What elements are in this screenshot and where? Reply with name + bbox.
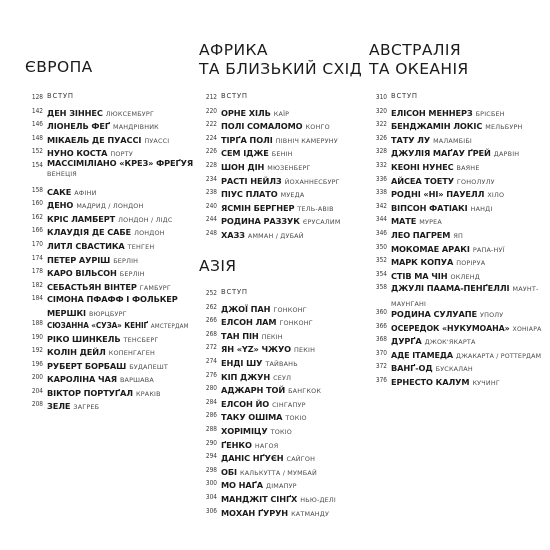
toc-entry[interactable] [199,300,364,314]
artist-location: КРАКІВ [135,389,161,398]
toc-entry[interactable] [199,463,364,477]
artist-name: ТІРҐА ПОЛІ [221,134,273,145]
artist-name: КАРОЛІНА ЧАЯ [47,374,117,385]
artist-name: ПОЛІ СОМАЛОМО [221,121,303,132]
artist-name: ЛИТЛ СВАСТИКА [47,240,125,251]
page-number: 306 [205,505,217,515]
toc-list-asia [199,286,364,517]
artist-location: ВАЯНЕ [456,163,480,172]
page-number: 290 [205,437,217,447]
artist-location: ДАРВІН [493,150,520,159]
artist-location: ГОНОЛУЛУ [456,177,495,186]
page-number: 190 [31,331,43,341]
artist-location: МЮЗЕНБЕРГ [267,163,311,172]
page-number: 336 [375,173,387,183]
page-number: 160 [31,198,43,208]
toc-entry[interactable] [25,210,190,224]
artist-name: ДЕН ЗІННЕС [47,107,103,118]
artist-location: ВАРШАВА [119,376,154,385]
artist-name: ЕРНЕСТО КАЛУМ [391,376,470,387]
toc-entry[interactable] [199,381,364,395]
page-number: 358 [375,282,387,292]
toc-entry[interactable] [199,395,364,409]
artist-location: ПУАССІ [144,136,170,145]
page-number: 188 [31,317,43,327]
artist-location: АМСТЕРДАМ [150,321,189,330]
artist-location: ПОРТУ [110,150,133,159]
artist-name: МАНДЖІТ СІНҐХ [221,493,298,504]
artist-location: КАЛЬКУТТА / МУМБАЙ [239,468,317,477]
artist-location: КОПЕНГАГЕН [108,349,155,358]
toc-entry[interactable] [369,117,539,131]
artist-name: ЯН «YZ» ЧЖУО [221,344,292,355]
artist-name: ОРНЕ ХІЛЬ [221,107,271,118]
artist-name: ОБІ [221,466,237,477]
page-number: 240 [205,200,217,210]
artist-location: КАТМАНДУ [291,509,330,518]
page-number: 326 [375,132,387,142]
page-number: 286 [205,410,217,420]
page-number: 360 [375,306,387,316]
page-number: 226 [205,146,217,156]
toc-entry[interactable] [199,408,364,422]
artist-name: МАССІМІЛІАНО «КРЕЗ» ФРЕҐУЯ [47,157,194,168]
toc-entry[interactable] [199,449,364,463]
artist-name: КАРО ВІЛЬСОН [47,268,117,279]
page-number: 276 [205,369,217,379]
toc-entry[interactable] [199,313,364,327]
artist-name: ДЖОЇ ПАН [221,303,271,314]
artist-location: ЛЮКСЕМБУРГ [105,109,155,118]
page-number: 208 [31,399,43,409]
page-number: 320 [375,105,387,115]
toc-entry[interactable] [199,476,364,490]
artist-name: ДАНІС НҐУЄН [221,453,284,464]
page-number: 146 [31,119,43,129]
artist-name: ҐЕНКО [221,439,252,450]
toc-entry[interactable] [369,199,539,213]
page-number: 152 [31,146,43,156]
artist-location: ГАМБУРГ [139,283,171,292]
artist-location: ЗАГРЕБ [73,403,100,412]
artist-location: ПІВНІЧ КАМЕРУНУ [275,136,338,145]
page-number: 294 [205,451,217,461]
artist-name: ХОРІМІЦУ [221,425,268,436]
page-number: 288 [205,423,217,433]
artist-location: АММАН / ДУБАЙ [247,231,304,240]
toc-entry[interactable] [199,199,364,213]
page-number: 170 [31,238,43,248]
artist-location: ТЕНСБЕРГ [123,335,159,344]
artist-name: ЕЛІСОН МЕННЕРЗ [391,107,473,118]
artist-location: ДЖАКАРТА / РОТТЕРДАМ [455,351,542,360]
toc-entry[interactable] [199,422,364,436]
artist-name: ЕНДІ ШУ [221,357,263,368]
artist-location: ТЕЛЬ-АВІВ [297,204,334,213]
page-number: 272 [205,342,217,352]
page-number: 196 [31,358,43,368]
artist-location: МАНДРІВНИК [112,123,159,132]
page-number: 148 [31,132,43,142]
toc-entry[interactable] [25,157,194,183]
artist-location: ВЕНЕЦІЯ [47,169,77,178]
toc-entry[interactable] [369,267,539,281]
page-number: 238 [205,187,217,197]
artist-name: АДЕ ІТАМЕДА [391,349,454,360]
artist-name: ДЕНО [47,200,74,211]
artist-name: КРІС ЛАМБЕРТ [47,213,116,224]
toc-entry[interactable] [25,196,190,210]
page-number: 366 [375,320,387,330]
artist-name: АЙСЕА ТОЕТУ [391,175,454,186]
artist-location: ТОКІО [285,414,307,423]
artist-name: ТАКУ ОШІМА [221,412,283,423]
page-number: 248 [205,227,217,237]
artist-location: ТОКІО [270,427,293,436]
artist-location: КОНГО [305,123,330,132]
page-number: 338 [375,187,387,197]
artist-name: ЕЛСОН ЛАМ [221,317,277,328]
artist-location: МАДРИД / ЛОНДОН [76,202,144,211]
artist-name: МІКАЕЛЬ ДЕ ПУАССІ [47,134,142,145]
page-number: 350 [375,241,387,251]
page-number: 158 [31,184,43,194]
toc-entry[interactable] [369,104,539,118]
artist-location: КУЧИНГ [472,378,500,387]
intro-entry[interactable]: 212 ВСТУП [205,92,248,101]
toc-entry[interactable] [369,226,539,240]
page-number: 304 [205,491,217,501]
page-number: 376 [375,374,387,384]
artist-name: МО НАҐА [221,480,264,491]
artist-name: СІМОНА ПФАФФ І ФОЛЬКЕР МЕРШКІ [47,294,178,319]
intro-entry[interactable]: 310 ВСТУП [375,92,418,101]
artist-name: ДЖУЛІЯ МАҐАУ ҐРЕЙ [391,148,491,159]
artist-name: РІКО ШИНКЕЛЬ [47,333,121,344]
artist-location: ДЖОК'ЯКАРТА [424,338,476,347]
artist-name: КІП ДЖУН [221,371,271,382]
toc-entry[interactable] [369,172,539,186]
artist-name: ШОН ДІН [221,161,265,172]
page-number: 268 [205,328,217,338]
artist-location: АФІНИ [74,188,97,197]
page-number: 204 [31,385,43,395]
toc-entry[interactable] [369,185,539,199]
page-number: 298 [205,464,217,474]
toc-entry[interactable] [25,264,190,278]
section-heading-europe: ЄВРОПА [25,58,93,76]
section-heading-asia: АЗІЯ [199,257,237,275]
toc-entry[interactable] [369,253,539,267]
artist-name: РАСТІ НЕЙЛЗ [221,175,282,186]
page-number: 332 [375,159,387,169]
page-number: 284 [205,396,217,406]
artist-location: ГОНКОНГ [273,305,307,314]
toc-list-africa [199,90,364,240]
artist-location: ПЕКІН [294,346,316,355]
page-number: 262 [205,301,217,311]
artist-name: ДЖУЛІ ПААМА-ПЕНҐЕЛЛІ [391,283,510,294]
artist-location: ОКЛЕНД [450,272,480,281]
artist-name: НУНО КОСТА [47,148,108,159]
toc-entry[interactable] [25,384,190,398]
toc-entry[interactable] [199,327,364,341]
section-heading-oceania: АВСТРАЛІЯ ТА ОКЕАНІЯ [369,41,469,78]
artist-name: ЛІОНЕЛЬ ФЕҐ [47,121,110,132]
page-number: 178 [31,266,43,276]
artist-location: СЕУЛ [273,373,292,382]
artist-name: ЗЕЛЕ [47,401,71,412]
page-number: 274 [205,355,217,365]
artist-location: ЄРУСАЛИМ [302,218,341,227]
artist-name: МОКОМАЕ АРАКІ [391,243,470,254]
artist-name: КЛАУДІЯ ДЕ САБЕ [47,227,132,238]
page-number: 154 [31,159,43,169]
toc-entry[interactable] [199,104,364,118]
artist-location: ГОНКОНГ [279,319,313,328]
page-number: 142 [31,105,43,115]
artist-location: МАУНТ-МАУНГАНІ [391,285,539,309]
artist-location: ТЕНГЕН [127,242,155,251]
artist-location: КАЇР [273,109,290,118]
page-number: 220 [205,105,217,115]
artist-location: ПЕКІН [261,332,283,341]
artist-name: РОДИНА СУЛУАПЕ [391,308,477,319]
artist-name: СЕМ ІДЖЕ [221,148,269,159]
toc-entry[interactable] [25,357,190,371]
artist-name: СТІВ МА ЧІН [391,270,448,281]
page-number: 368 [375,334,387,344]
artist-name: ПЕТЕР АУРІШ [47,254,111,265]
page-number: 162 [31,211,43,221]
artist-location: ВЮРЦБУРГ [89,310,127,319]
artist-location: ЙОХАННЕСБУРГ [284,177,340,186]
toc-entry[interactable] [25,237,190,251]
toc-entry[interactable] [369,240,539,254]
page-number: 322 [375,119,387,129]
toc-entry[interactable] [25,278,190,292]
page-number: 184 [31,293,43,303]
artist-location: БРІСБЕН [475,109,505,118]
page-number: 354 [375,268,387,278]
toc-entry[interactable] [199,158,364,172]
page-number: 244 [205,214,217,224]
artist-location: МУЕДА [280,191,305,200]
artist-location: ЛОНДОН / ЛІДС [118,215,173,224]
page-number: 224 [205,132,217,142]
toc-list-oceania [369,90,542,387]
toc-entry[interactable] [199,172,364,186]
toc-entry[interactable] [369,144,539,158]
artist-name: ЯСМІН БЕРГНЕР [221,202,295,213]
artist-location: УПОЛУ [479,310,504,319]
artist-location: МУРЕА [419,218,442,227]
artist-location: САЙГОН [286,455,316,464]
artist-location: СІНГАПУР [272,400,306,409]
page-number: 280 [205,383,217,393]
artist-name: БЕНДЖАМІН ЛОКІС [391,121,483,132]
page-number: 300 [205,478,217,488]
toc-entry[interactable] [369,373,539,387]
toc-entry[interactable] [369,319,542,333]
toc-entry[interactable] [199,340,364,354]
artist-location: ХОНІАРА [512,324,542,333]
artist-name: СЕБАСТЬЯН ВІНТЕР [47,281,137,292]
toc-entry[interactable] [199,354,364,368]
toc-entry[interactable] [199,212,364,226]
toc-entry[interactable] [199,504,364,518]
page-number: 328 [375,146,387,156]
artist-name: МАРК КОПУА [391,257,454,268]
toc-entry[interactable] [25,251,190,265]
artist-name: МОХАН ҐУРУН [221,507,289,518]
artist-name: ПІУС ПЛАТО [221,189,278,200]
artist-name: ТАТУ ЛУ [391,134,431,145]
page-number: 370 [375,347,387,357]
toc-entry[interactable] [369,346,542,360]
toc-list-europe [25,90,194,412]
artist-name: ДУРҐА [391,336,422,347]
artist-name: ВІКТОР ПОРТУҐАЛ [47,387,133,398]
toc-entry[interactable] [25,117,190,131]
artist-location: ЯП [453,231,464,240]
artist-location: ДІМАПУР [266,482,297,491]
page-number: 342 [375,200,387,210]
page-number: 344 [375,214,387,224]
artist-name: ХАЗЗ [221,229,245,240]
toc-entry[interactable] [25,343,190,357]
artist-location: БУДАПЕШТ [129,362,169,371]
artist-location: РАПА-НУЇ [472,245,505,254]
page-number: 234 [205,173,217,183]
section-heading-africa: АФРИКА ТА БЛИЗЬКИЙ СХІД [199,41,363,78]
artist-location: ТАЙВАНЬ [265,359,298,368]
artist-name: РОДИНА РАЗЗУК [221,216,300,227]
toc-entry[interactable] [25,291,190,319]
toc-entry[interactable] [25,131,190,145]
artist-name: ОСЕРЕДОК «НУКУМОАНА» [391,322,510,333]
page-number: 174 [31,252,43,262]
artist-location: ХІЛО [487,191,505,200]
artist-location: БЕРЛІН [119,270,145,279]
artist-name: РОДНІ «НІ» ПАУЕЛЛ [391,189,485,200]
artist-location: ЛОНДОН [134,229,165,238]
artist-name: ЕЛСОН ЙО [221,398,270,409]
artist-name: РУБЕРТ БОРБАШ [47,360,127,371]
intro-entry[interactable]: 128 ВСТУП [31,92,74,101]
page-number: 228 [205,159,217,169]
artist-location: НАГОЯ [254,441,279,450]
toc-entry[interactable] [199,117,364,131]
toc-entry[interactable] [199,144,364,158]
page-number: 346 [375,227,387,237]
page-number: 192 [31,345,43,355]
artist-location: БУСКАЛАН [435,365,473,374]
artist-name: ЛЕО ПАГРЕМ [391,229,451,240]
toc-entry[interactable] [199,368,364,382]
artist-location: НАНДІ [470,204,493,213]
artist-name: КОЛІН ДЕЙЛ [47,347,106,358]
artist-name: САКЕ [47,186,72,197]
artist-name: КЕОНІ НУНЕС [391,161,454,172]
page-number: 266 [205,315,217,325]
toc-entry[interactable] [25,183,190,197]
toc-entry[interactable] [25,104,190,118]
page-number: 182 [31,279,43,289]
artist-location: БЕНІН [271,150,293,159]
toc-entry[interactable] [25,316,190,330]
toc-entry[interactable] [199,490,364,504]
artist-location: МЕЛЬБУРН [485,123,523,132]
artist-name: ВАНҐ-ОД [391,363,433,374]
artist-name: ВІПСОН ФАТІАКІ [391,202,468,213]
artist-location: БАНГКОК [288,387,322,396]
toc-entry[interactable] [369,280,539,309]
page-number: 200 [31,372,43,382]
artist-name: СЮЗАННА «СУЗА» КЕНІҐ [47,319,149,330]
page-number: 222 [205,119,217,129]
page-number: 166 [31,225,43,235]
artist-name: МАТЕ [391,216,417,227]
page-number: 372 [375,361,387,371]
artist-location: ПОРІРУА [456,259,486,268]
toc-entry[interactable] [199,131,364,145]
artist-location: НЬЮ-ДЕЛІ [300,495,336,504]
artist-location: БЕРЛІН [113,256,139,265]
page-number: 352 [375,255,387,265]
artist-name: АДЖАРН ТОЙ [221,385,286,396]
intro-entry[interactable]: 252 ВСТУП [205,288,248,297]
artist-name: ТАН ПІН [221,330,259,341]
artist-location: МАЛАМБІБІ [433,136,473,145]
